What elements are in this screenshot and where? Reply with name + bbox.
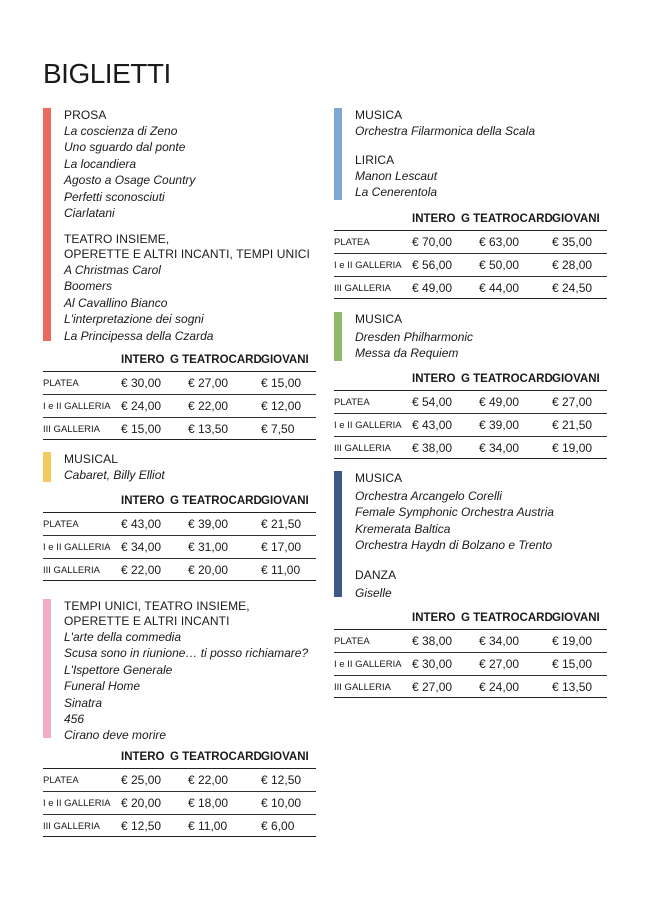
category-label: TEMPI UNICI, TEATRO INSIEME,	[64, 599, 250, 613]
price-cell: € 12,50	[121, 819, 162, 833]
category-label: OPERETTE E ALTRI INCANTI, TEMPI UNICI	[64, 247, 310, 261]
price-cell: € 38,00	[412, 441, 453, 455]
show-title: Scusa sono in riunione… ti posso richiamare?	[64, 646, 309, 661]
show-title: Orchestra Arcangelo Corelli	[355, 489, 502, 503]
category-label: MUSICAL	[64, 452, 119, 466]
row-label: PLATEA	[334, 397, 370, 408]
row-label: I e II GALLERIA	[43, 798, 111, 809]
show-title: Boomers	[64, 279, 113, 294]
price-cell: € 11,00	[188, 819, 228, 833]
show-title: Cirano deve morire	[64, 728, 167, 743]
table-row	[334, 652, 607, 675]
page-title: BIGLIETTI	[43, 58, 171, 89]
price-cell: € 18,00	[188, 796, 229, 810]
show-title: Giselle	[355, 586, 392, 600]
row-label: III GALLERIA	[43, 565, 101, 576]
table-header	[43, 492, 316, 512]
show-title: L'interpretazione dei sogni	[64, 312, 204, 327]
section-musica-danza	[334, 471, 624, 603]
category-group	[355, 108, 535, 139]
header-intero: INTERO	[121, 354, 165, 366]
row-label: III GALLERIA	[43, 821, 101, 832]
section-prosa	[43, 108, 323, 348]
price-cell: € 38,00	[412, 634, 453, 648]
header-intero: INTERO	[121, 495, 165, 507]
price-table	[43, 351, 316, 440]
category-label: TEATRO INSIEME,	[64, 232, 170, 246]
price-cell: € 22,00	[121, 563, 162, 577]
header-giovani: GIOVANI	[552, 213, 600, 225]
price-cell: € 63,00	[479, 235, 520, 249]
row-label: PLATEA	[43, 519, 79, 530]
table-row	[43, 512, 316, 535]
price-cell: € 15,00	[261, 376, 302, 390]
row-label: I e II GALLERIA	[334, 260, 402, 271]
price-cell: € 7,50	[261, 422, 295, 436]
show-title: Funeral Home	[64, 679, 141, 694]
price-cell: € 43,00	[412, 418, 453, 432]
show-title: A Christmas Carol	[64, 263, 161, 277]
section-musica-lirica	[334, 108, 614, 208]
header-intero: INTERO	[412, 612, 456, 624]
row-label: PLATEA	[43, 378, 79, 389]
header-giovani: GIOVANI	[552, 612, 600, 624]
price-cell: € 27,00	[412, 680, 453, 694]
row-label: PLATEA	[334, 636, 370, 647]
table-row	[43, 535, 316, 558]
show-title: Dresden Philharmonic	[355, 330, 474, 344]
show-title: Orchestra Filarmonica della Scala	[355, 124, 536, 138]
category-group	[355, 471, 554, 554]
show-title: Ciarlatani	[64, 206, 115, 221]
price-cell: € 15,00	[552, 657, 593, 671]
header-giovani: GIOVANI	[261, 354, 309, 366]
color-bar-musica-dresden	[334, 312, 342, 361]
price-cell: € 13,50	[552, 680, 593, 694]
show-title: Female Symphonic Orchestra Austria	[355, 505, 554, 520]
show-title: Kremerata Baltica	[355, 521, 451, 536]
row-label: III GALLERIA	[334, 682, 392, 693]
price-cell: € 15,00	[121, 422, 162, 436]
price-cell: € 34,00	[479, 441, 520, 455]
price-cell: € 17,00	[261, 540, 302, 554]
header-intero: INTERO	[412, 213, 456, 225]
price-cell: € 12,00	[261, 399, 302, 413]
price-cell: € 19,00	[552, 634, 593, 648]
table-row	[334, 629, 607, 652]
price-cell: € 50,00	[479, 258, 520, 272]
row-label: I e II GALLERIA	[334, 420, 402, 431]
table-row	[334, 276, 607, 299]
show-title: Sinatra	[64, 695, 103, 710]
color-bar-musical	[43, 452, 51, 482]
table-row	[43, 814, 316, 837]
show-title: Perfetti sconosciuti	[64, 189, 165, 204]
table-header	[43, 748, 316, 768]
price-cell: € 49,00	[412, 281, 453, 295]
price-table	[334, 609, 607, 698]
category-label: MUSICA	[355, 108, 403, 122]
category-group	[64, 452, 165, 483]
price-cell: € 54,00	[412, 395, 453, 409]
show-title: Messa da Requiem	[355, 346, 459, 361]
table-header	[334, 370, 607, 390]
price-table	[43, 748, 316, 837]
header-gteatrocard: G TEATROCARD	[461, 373, 553, 385]
row-label: PLATEA	[334, 237, 370, 248]
show-title: La coscienza di Zeno	[64, 124, 178, 138]
section-musical	[43, 452, 323, 488]
show-title: La Principessa della Czarda	[64, 328, 214, 343]
category-label: MUSICA	[355, 471, 403, 485]
price-table	[43, 492, 316, 581]
table-row	[43, 558, 316, 581]
price-cell: € 25,00	[121, 773, 162, 787]
category-group	[355, 312, 473, 362]
section-musica-dresden	[334, 312, 614, 367]
show-title: L'Ispettore Generale	[64, 662, 173, 677]
show-title: Manon Lescaut	[355, 169, 438, 183]
price-cell: € 31,00	[188, 540, 229, 554]
price-cell: € 24,50	[552, 281, 593, 295]
category-group	[64, 599, 308, 744]
price-cell: € 27,00	[552, 395, 593, 409]
category-label: MUSICA	[355, 312, 403, 326]
table-header	[334, 210, 607, 230]
price-cell: € 44,00	[479, 281, 520, 295]
table-row	[43, 417, 316, 440]
price-cell: € 43,00	[121, 517, 162, 531]
price-cell: € 49,00	[479, 395, 520, 409]
table-row	[334, 390, 607, 413]
price-cell: € 70,00	[412, 235, 453, 249]
price-cell: € 22,00	[188, 773, 229, 787]
table-row	[334, 436, 607, 459]
row-label: I e II GALLERIA	[43, 401, 111, 412]
header-giovani: GIOVANI	[552, 373, 600, 385]
price-table	[334, 370, 607, 459]
category-group	[355, 153, 437, 201]
table-row	[334, 230, 607, 253]
show-title: L'arte della commedia	[64, 630, 182, 644]
table-header	[334, 609, 607, 629]
price-cell: € 34,00	[479, 634, 520, 648]
show-title: La Cenerentola	[355, 185, 438, 200]
table-row	[334, 253, 607, 276]
price-cell: € 34,00	[121, 540, 162, 554]
price-cell: € 20,00	[121, 796, 162, 810]
header-giovani: GIOVANI	[261, 495, 309, 507]
price-cell: € 39,00	[479, 418, 520, 432]
price-cell: € 19,00	[552, 441, 593, 455]
price-cell: € 39,00	[188, 517, 229, 531]
row-label: PLATEA	[43, 775, 79, 786]
header-gteatrocard: G TEATROCARD	[461, 612, 553, 624]
table-row	[43, 371, 316, 394]
category-group	[64, 108, 195, 221]
price-cell: € 21,50	[552, 418, 593, 432]
price-cell: € 24,00	[121, 399, 162, 413]
price-cell: € 35,00	[552, 235, 593, 249]
price-cell: € 30,00	[412, 657, 453, 671]
header-giovani: GIOVANI	[261, 751, 309, 763]
table-row	[43, 394, 316, 417]
header-intero: INTERO	[121, 751, 165, 763]
price-cell: € 21,50	[261, 517, 302, 531]
price-table	[334, 210, 607, 299]
price-cell: € 24,00	[479, 680, 520, 694]
header-gteatrocard: G TEATROCARD	[170, 495, 262, 507]
price-cell: € 22,00	[188, 399, 229, 413]
show-title: Uno sguardo dal ponte	[64, 140, 186, 155]
section-tempi-unici	[43, 599, 333, 744]
price-cell: € 12,50	[261, 773, 302, 787]
color-bar-tempi-unici	[43, 599, 51, 738]
price-cell: € 28,00	[552, 258, 593, 272]
show-title: Agosto a Osage Country	[64, 173, 196, 188]
table-row	[334, 413, 607, 436]
price-cell: € 27,00	[188, 376, 229, 390]
show-title: 456	[64, 712, 85, 727]
show-title: La locandiera	[64, 156, 137, 171]
row-label: III GALLERIA	[43, 424, 101, 435]
row-label: I e II GALLERIA	[334, 659, 402, 670]
price-cell: € 20,00	[188, 563, 229, 577]
price-cell: € 11,00	[261, 563, 301, 577]
show-title: Cabaret, Billy Elliot	[64, 468, 165, 482]
category-group	[355, 568, 396, 601]
show-title: Al Cavallino Bianco	[64, 295, 168, 310]
table-header	[43, 351, 316, 371]
category-label: DANZA	[355, 568, 397, 582]
color-bar-musica-danza	[334, 471, 342, 597]
show-title: Orchestra Haydn di Bolzano e Trento	[355, 538, 553, 553]
header-intero: INTERO	[412, 373, 456, 385]
price-cell: € 27,00	[479, 657, 520, 671]
table-row	[43, 768, 316, 791]
category-label: LIRICA	[355, 153, 395, 167]
color-bar-musica-lirica	[334, 108, 342, 200]
header-gteatrocard: G TEATROCARD	[461, 213, 553, 225]
table-row	[43, 791, 316, 814]
row-label: III GALLERIA	[334, 283, 392, 294]
table-row	[334, 675, 607, 698]
header-gteatrocard: G TEATROCARD	[170, 354, 262, 366]
category-label: OPERETTE E ALTRI INCANTI	[64, 614, 230, 628]
price-cell: € 6,00	[261, 819, 295, 833]
header-gteatrocard: G TEATROCARD	[170, 751, 262, 763]
row-label: I e II GALLERIA	[43, 542, 111, 553]
color-bar-prosa	[43, 108, 51, 341]
row-label: III GALLERIA	[334, 443, 392, 454]
category-group	[64, 232, 310, 344]
price-cell: € 10,00	[261, 796, 302, 810]
price-cell: € 56,00	[412, 258, 453, 272]
price-cell: € 30,00	[121, 376, 162, 390]
category-label: PROSA	[64, 108, 107, 122]
price-cell: € 13,50	[188, 422, 229, 436]
